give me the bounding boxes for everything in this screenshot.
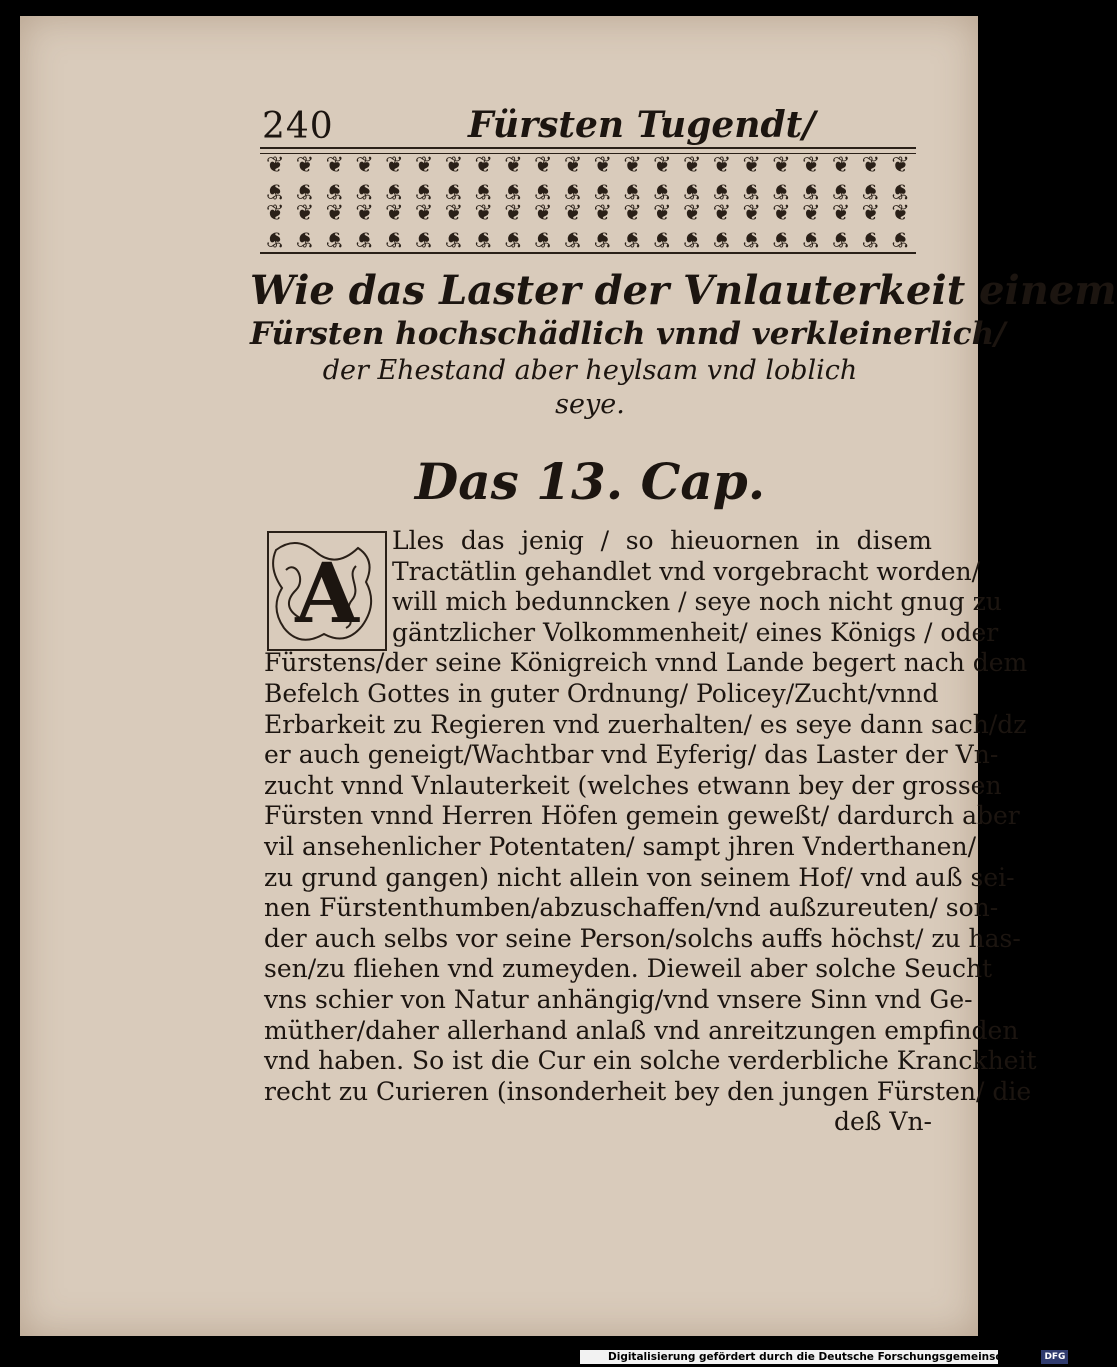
footer-text: Digitalisierung gefördert durch die Deutsche Forschungsgemeinschaft - [608, 1351, 1034, 1363]
fleuron-icon: ❦ [504, 178, 523, 203]
fleuron-icon: ❦ [802, 226, 821, 251]
fleuron-icon: ❦ [504, 226, 523, 251]
text-line: der auch selbs vor seine Person/solchs auffs höchst/ zu has- [264, 923, 1021, 953]
chapter-title [250, 267, 1117, 422]
text-line: Lles das jenig / so hieuornen in disem [392, 526, 932, 555]
ornamental-band [260, 153, 916, 254]
fleuron-icon: ❦ [742, 226, 761, 251]
fleuron-icon: ❦ [266, 226, 285, 251]
text-line: vnd haben. So ist die Cur ein solche verderbliche Kranckheit [264, 1046, 1037, 1076]
fleuron-icon: ❦ [653, 201, 672, 226]
text-line: deß Vn- [833, 1107, 932, 1137]
text-line: zu grund gangen) nicht allein von seinem Hof/ vnd auß sei- [264, 862, 1015, 892]
text-line: er auch geneigt/Wachtbar vnd Eyferig/ das Laster der Vn- [264, 740, 999, 770]
fleuron-icon: ❦ [682, 201, 702, 226]
fleuron-icon: ❦ [474, 153, 493, 178]
fleuron-icon: ❦ [772, 201, 791, 226]
header-rule [260, 147, 916, 149]
fleuron-icon: ❦ [266, 201, 285, 226]
fleuron-icon: ❦ [444, 201, 464, 226]
fleuron-icon: ❦ [742, 153, 761, 178]
ornament-row [260, 154, 916, 178]
fleuron-icon: ❦ [861, 153, 881, 178]
fleuron-icon: ❦ [295, 201, 315, 226]
fleuron-icon: ❦ [802, 178, 821, 203]
fleuron-icon: ❦ [831, 226, 851, 251]
fleuron-icon: ❦ [474, 201, 493, 226]
text-line: nen Fürstenthumben/abzuschaffen/vnd außzureuten/ son- [264, 893, 999, 923]
fleuron-icon: ❦ [772, 226, 791, 251]
fleuron-icon: ❦ [712, 201, 732, 226]
text-line: Tractätlin gehandlet vnd vorgebracht worden/ [392, 556, 981, 586]
fleuron-icon: ❦ [802, 153, 821, 178]
text-line: vil ansehenlicher Potentaten/ sampt jhren Vnderthanen/ [264, 831, 976, 861]
fleuron-icon: ❦ [295, 226, 315, 251]
fleuron-icon: ❦ [891, 201, 910, 226]
fleuron-icon: ❦ [831, 178, 851, 203]
ornament-row [260, 226, 916, 250]
chapter-title-line: Wie das Laster der Vnlauterkeit einem [250, 267, 1117, 314]
fleuron-icon: ❦ [534, 153, 553, 178]
fleuron-icon: ❦ [712, 226, 732, 251]
chapter-number: Das 13. Cap. [414, 452, 766, 511]
fleuron-icon: ❦ [385, 153, 404, 178]
fleuron-icon: ❦ [653, 226, 672, 251]
text-line: müther/daher allerhand anlaß vnd anreitzungen empfinden [264, 1015, 1019, 1045]
page-header [258, 96, 920, 146]
fleuron-icon: ❦ [295, 178, 315, 203]
text-line: vns schier von Natur anhängig/vnd vnsere Sinn vnd Ge- [264, 984, 973, 1014]
fleuron-icon: ❦ [444, 178, 464, 203]
text-line: gäntzlicher Volkommenheit/ eines Königs / oder [392, 617, 999, 647]
fleuron-icon: ❦ [355, 153, 374, 178]
fleuron-icon: ❦ [653, 153, 672, 178]
fleuron-icon: ❦ [504, 201, 523, 226]
ornament-row [260, 178, 916, 202]
fleuron-icon: ❦ [802, 201, 821, 226]
fleuron-icon: ❦ [742, 178, 761, 203]
fleuron-icon: ❦ [891, 226, 910, 251]
fleuron-icon: ❦ [891, 178, 910, 203]
fleuron-icon: ❦ [682, 153, 702, 178]
fleuron-icon: ❦ [325, 201, 344, 226]
fleuron-icon: ❦ [563, 226, 583, 251]
fleuron-icon: ❦ [355, 178, 374, 203]
fleuron-icon: ❦ [831, 153, 851, 178]
fleuron-icon: ❦ [653, 178, 672, 203]
fleuron-icon: ❦ [712, 153, 732, 178]
fleuron-icon: ❦ [772, 153, 791, 178]
fleuron-icon: ❦ [414, 178, 434, 203]
text-line: Erbarkeit zu Regieren vnd zuerhalten/ es seye dann sach/dz [264, 709, 1027, 739]
fleuron-icon: ❦ [385, 201, 404, 226]
drop-cap-letter: A [295, 546, 359, 642]
text-line: zucht vnnd Vnlauterkeit (welches etwann bey der grossen [264, 770, 1002, 800]
fleuron-icon: ❦ [534, 201, 553, 226]
ornament-row [260, 202, 916, 226]
fleuron-icon: ❦ [385, 178, 404, 203]
fleuron-icon: ❦ [593, 153, 613, 178]
fleuron-icon: ❦ [414, 153, 434, 178]
fleuron-icon: ❦ [623, 178, 642, 203]
chapter-title-line: seye. [555, 389, 625, 420]
fleuron-icon: ❦ [325, 153, 344, 178]
fleuron-icon: ❦ [861, 201, 881, 226]
text-line: Fürsten vnnd Herren Höfen gemein geweßt/ dardurch aber [264, 801, 1020, 831]
fleuron-icon: ❦ [444, 226, 464, 251]
chapter-title-line: der Ehestand aber heylsam vnd loblich [322, 355, 858, 386]
fleuron-icon: ❦ [534, 226, 553, 251]
fleuron-icon: ❦ [474, 178, 493, 203]
text-line: Befelch Gottes in guter Ordnung/ Policey/Zucht/vnnd [264, 678, 939, 708]
fleuron-icon: ❦ [742, 201, 761, 226]
fleuron-icon: ❦ [414, 226, 434, 251]
fleuron-icon: ❦ [504, 153, 523, 178]
fleuron-icon: ❦ [534, 178, 553, 203]
text-line: Fürstens/der seine Königreich vnnd Lande begert nach dem [264, 648, 1028, 678]
body-text [264, 526, 1037, 1138]
chapter-title-line: Fürsten hochschädlich vnnd verkleinerlich/ [250, 316, 1006, 352]
fleuron-icon: ❦ [712, 178, 732, 203]
fleuron-icon: ❦ [563, 178, 583, 203]
fleuron-icon: ❦ [474, 226, 493, 251]
fleuron-icon: ❦ [563, 153, 583, 178]
fleuron-icon: ❦ [325, 178, 344, 203]
fleuron-icon: ❦ [772, 178, 791, 203]
fleuron-icon: ❦ [385, 226, 404, 251]
fleuron-icon: ❦ [355, 226, 374, 251]
text-line: sen/zu fliehen vnd zumeyden. Dieweil aber solche Seucht [264, 954, 993, 984]
fleuron-icon: ❦ [682, 178, 702, 203]
fleuron-icon: ❦ [623, 153, 642, 178]
fleuron-icon: ❦ [593, 178, 613, 203]
fleuron-icon: ❦ [682, 226, 702, 251]
fleuron-icon: ❦ [355, 201, 374, 226]
fleuron-icon: ❦ [861, 178, 881, 203]
fleuron-icon: ❦ [861, 226, 881, 251]
fleuron-icon: ❦ [325, 226, 344, 251]
text-line: will mich bedunncken / seye noch nicht gnug zu [392, 587, 1002, 617]
fleuron-icon: ❦ [444, 153, 464, 178]
page-number: 240 [262, 106, 334, 147]
fleuron-icon: ❦ [593, 201, 613, 226]
fleuron-icon: ❦ [563, 201, 583, 226]
fleuron-icon: ❦ [891, 153, 910, 178]
fleuron-icon: ❦ [295, 153, 315, 178]
running-title: Fürsten Tugendt/ [468, 104, 816, 146]
footer-credit [580, 1350, 1066, 1364]
fleuron-icon: ❦ [593, 226, 613, 251]
text-line: recht zu Curieren (insonderheit bey den jungen Fürsten/ die [264, 1076, 1032, 1106]
dfg-logo: DFG [1041, 1350, 1068, 1364]
fleuron-icon: ❦ [623, 201, 642, 226]
fleuron-icon: ❦ [623, 226, 642, 251]
fleuron-icon: ❦ [831, 201, 851, 226]
fleuron-icon: ❦ [266, 153, 285, 178]
fleuron-icon: ❦ [266, 178, 285, 203]
fleuron-icon: ❦ [414, 201, 434, 226]
